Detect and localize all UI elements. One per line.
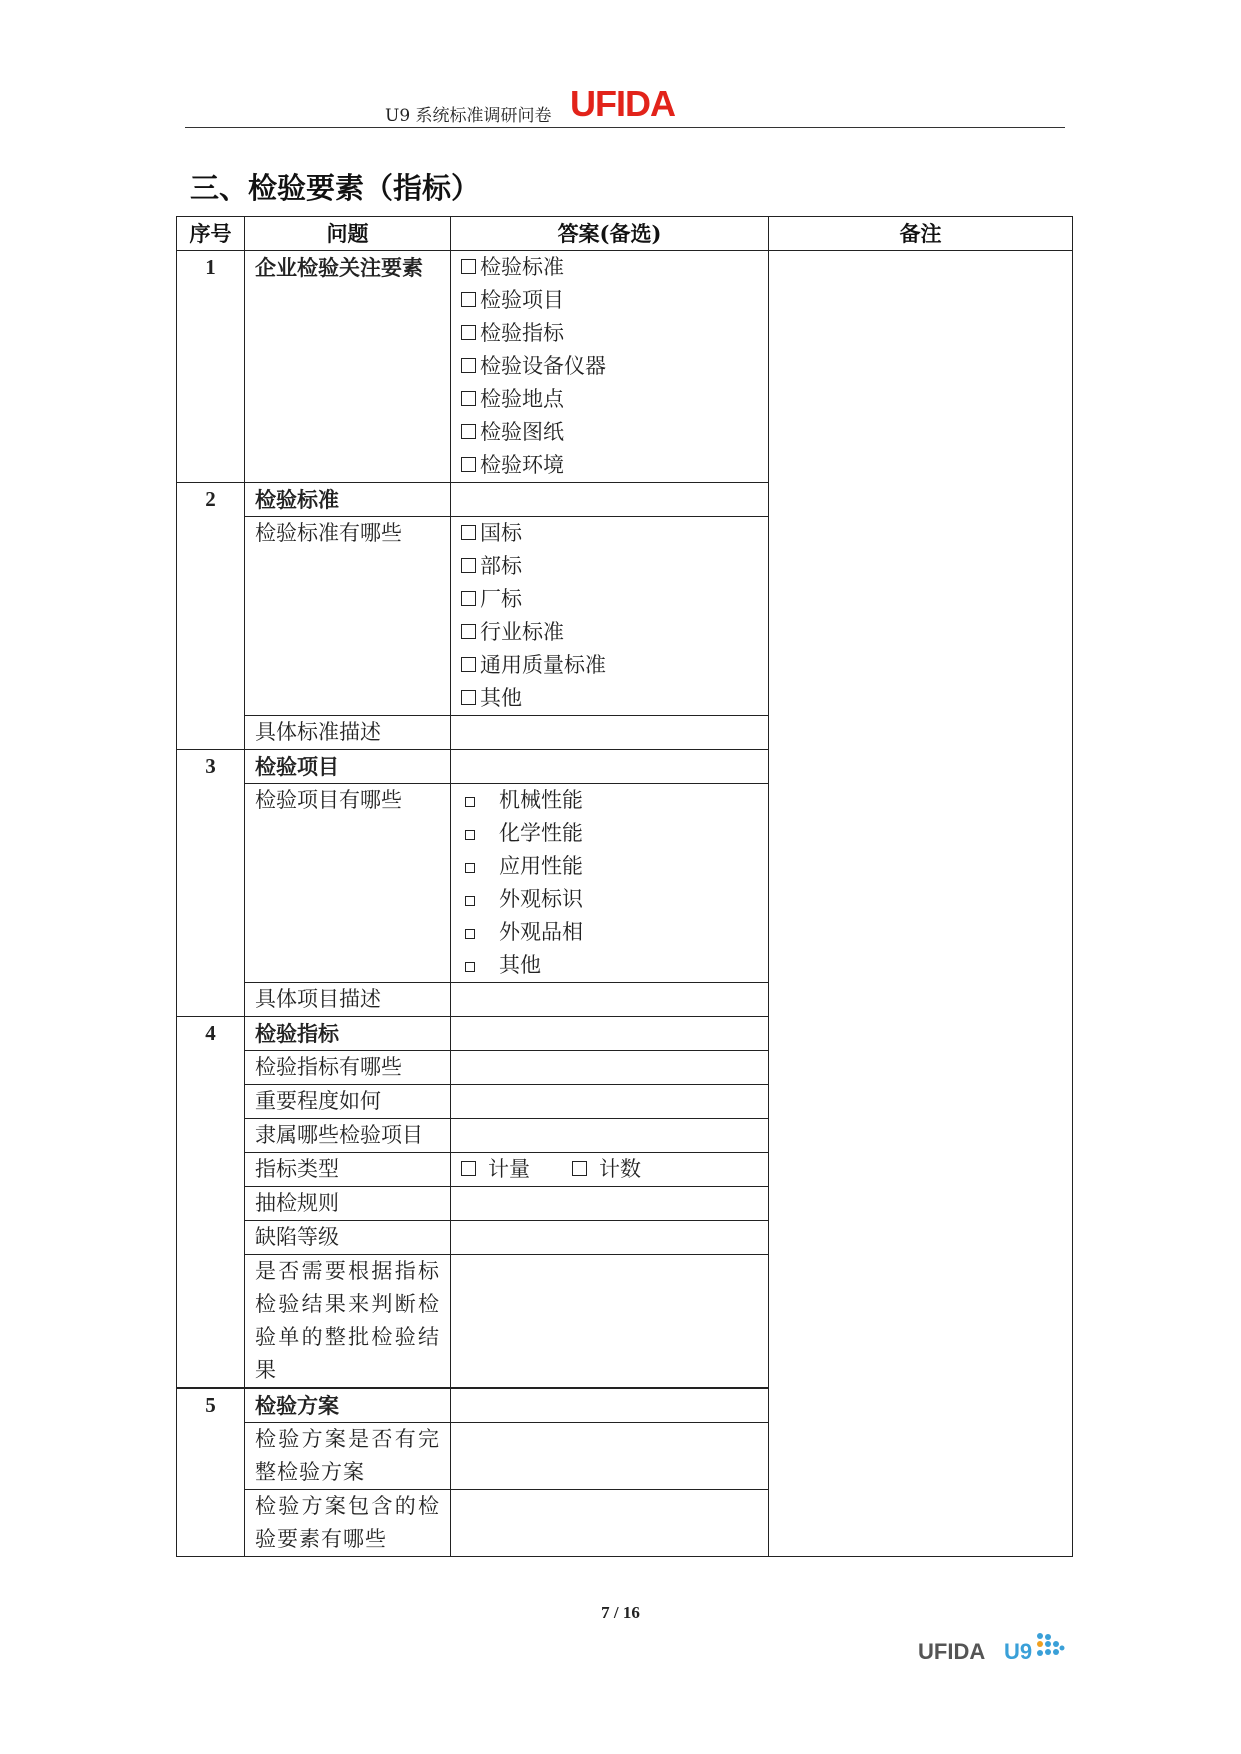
answer-cell[interactable]	[451, 1423, 769, 1490]
option-item	[572, 1153, 641, 1186]
option-label: 其他	[499, 953, 541, 977]
option-item	[461, 949, 758, 982]
answer-options	[451, 784, 769, 983]
checkbox[interactable]	[465, 896, 475, 906]
option-item	[461, 883, 758, 916]
answer-cell[interactable]	[451, 750, 769, 784]
answer-options	[451, 517, 769, 716]
option-label: 计数	[599, 1157, 641, 1181]
checkbox[interactable]	[461, 391, 476, 406]
question-title: 检验标准	[245, 483, 451, 517]
dots-icon	[1032, 1631, 1066, 1665]
answer-cell[interactable]	[451, 1388, 769, 1423]
table-row	[177, 251, 1073, 483]
answer-cell[interactable]	[451, 1119, 769, 1153]
question-title: 检验指标	[245, 1017, 451, 1051]
row-number: 3	[177, 750, 245, 1017]
checkbox[interactable]	[461, 657, 476, 672]
option-label: 检验图纸	[480, 420, 564, 444]
checkbox[interactable]	[461, 591, 476, 606]
question-label: 指标类型	[245, 1153, 451, 1187]
option-item	[461, 649, 758, 682]
option-label: 行业标准	[480, 620, 564, 644]
table-header-row	[177, 217, 1073, 251]
option-label: 检验指标	[480, 321, 564, 345]
option-item	[461, 284, 758, 317]
checkbox[interactable]	[572, 1161, 587, 1176]
answer-cell[interactable]	[451, 1255, 769, 1389]
option-item	[461, 517, 758, 550]
question-label: 检验方案是否有完整检验方案	[245, 1423, 451, 1490]
question-title: 检验项目	[245, 750, 451, 784]
row-number: 1	[177, 251, 245, 483]
question-label: 缺陷等级	[245, 1221, 451, 1255]
document-title: U9 系统标准调研问卷	[385, 106, 552, 126]
option-label: 厂标	[480, 587, 522, 611]
question-label: 具体标准描述	[245, 716, 451, 750]
footer-product: U9	[1004, 1639, 1033, 1664]
checkbox[interactable]	[461, 358, 476, 373]
row-number: 5	[177, 1388, 245, 1557]
header-question: 问题	[245, 217, 451, 251]
inspection-elements-table	[176, 216, 1073, 1557]
option-label: 部标	[480, 554, 522, 578]
checkbox[interactable]	[465, 830, 475, 840]
option-item	[461, 317, 758, 350]
answer-cell[interactable]	[451, 1490, 769, 1557]
question-label: 企业检验关注要素	[245, 251, 451, 483]
checkbox[interactable]	[465, 863, 475, 873]
option-item	[461, 350, 758, 383]
answer-cell[interactable]	[451, 483, 769, 517]
option-item	[461, 916, 758, 949]
question-label: 隶属哪些检验项目	[245, 1119, 451, 1153]
header-notes: 备注	[769, 217, 1073, 251]
option-label: 通用质量标准	[480, 653, 606, 677]
question-label: 检验项目有哪些	[245, 784, 451, 983]
option-item	[461, 682, 758, 715]
option-label: 化学性能	[499, 821, 583, 845]
checkbox[interactable]	[461, 292, 476, 307]
checkbox[interactable]	[461, 558, 476, 573]
option-label: 国标	[480, 521, 522, 545]
question-label: 检验标准有哪些	[245, 517, 451, 716]
row-number: 4	[177, 1017, 245, 1389]
row-number: 2	[177, 483, 245, 750]
indicator-type-options	[451, 1153, 769, 1187]
checkbox[interactable]	[465, 797, 475, 807]
checkbox[interactable]	[461, 457, 476, 472]
answer-options	[451, 251, 769, 483]
footer-brand: UFIDA	[918, 1639, 986, 1664]
option-item	[461, 784, 758, 817]
section-title: 三、检验要素（指标）	[190, 171, 481, 205]
question-label: 具体项目描述	[245, 983, 451, 1017]
answer-cell[interactable]	[451, 1221, 769, 1255]
checkbox[interactable]	[461, 424, 476, 439]
option-item	[461, 416, 758, 449]
answer-cell[interactable]	[451, 1051, 769, 1085]
option-label: 外观品相	[499, 920, 583, 944]
option-item	[461, 817, 758, 850]
question-label: 重要程度如何	[245, 1085, 451, 1119]
option-item	[461, 449, 758, 482]
option-label: 检验地点	[480, 387, 564, 411]
option-item	[461, 616, 758, 649]
checkbox[interactable]	[461, 624, 476, 639]
ufida-u9-logo	[918, 1625, 1068, 1675]
header-answer: 答案(备选)	[451, 217, 769, 251]
question-label: 检验方案包含的检验要素有哪些	[245, 1490, 451, 1557]
checkbox[interactable]	[461, 525, 476, 540]
option-label: 计量	[488, 1157, 530, 1181]
option-item	[461, 251, 758, 284]
option-label: 检验项目	[480, 288, 564, 312]
option-label: 外观标识	[499, 887, 583, 911]
answer-cell[interactable]	[451, 1085, 769, 1119]
option-item	[461, 550, 758, 583]
question-label: 抽检规则	[245, 1187, 451, 1221]
option-label: 其他	[480, 686, 522, 710]
option-item	[461, 583, 758, 616]
notes-column[interactable]	[769, 251, 1073, 1557]
header-divider	[185, 127, 1065, 128]
question-label: 检验指标有哪些	[245, 1051, 451, 1085]
page-number: 7 / 16	[601, 1603, 640, 1622]
checkbox[interactable]	[461, 325, 476, 340]
option-item	[461, 850, 758, 883]
checkbox[interactable]	[465, 962, 475, 972]
question-label: 是否需要根据指标检验结果来判断检验单的整批检验结果	[245, 1255, 451, 1389]
header-seq: 序号	[177, 217, 245, 251]
option-label: 检验环境	[480, 453, 564, 477]
checkbox[interactable]	[465, 929, 475, 939]
checkbox[interactable]	[461, 259, 476, 274]
option-label: 检验标准	[480, 255, 564, 279]
answer-cell[interactable]	[451, 716, 769, 750]
answer-cell[interactable]	[451, 983, 769, 1017]
page-header	[185, 84, 1065, 128]
option-item	[461, 1153, 530, 1186]
checkbox[interactable]	[461, 1161, 476, 1176]
option-label: 应用性能	[499, 854, 583, 878]
answer-cell[interactable]	[451, 1017, 769, 1051]
ufida-logo: UFIDA	[570, 83, 675, 124]
answer-cell[interactable]	[451, 1187, 769, 1221]
option-item	[461, 383, 758, 416]
question-title: 检验方案	[245, 1388, 451, 1423]
option-label: 检验设备仪器	[480, 354, 606, 378]
option-label: 机械性能	[499, 788, 583, 812]
checkbox[interactable]	[461, 690, 476, 705]
